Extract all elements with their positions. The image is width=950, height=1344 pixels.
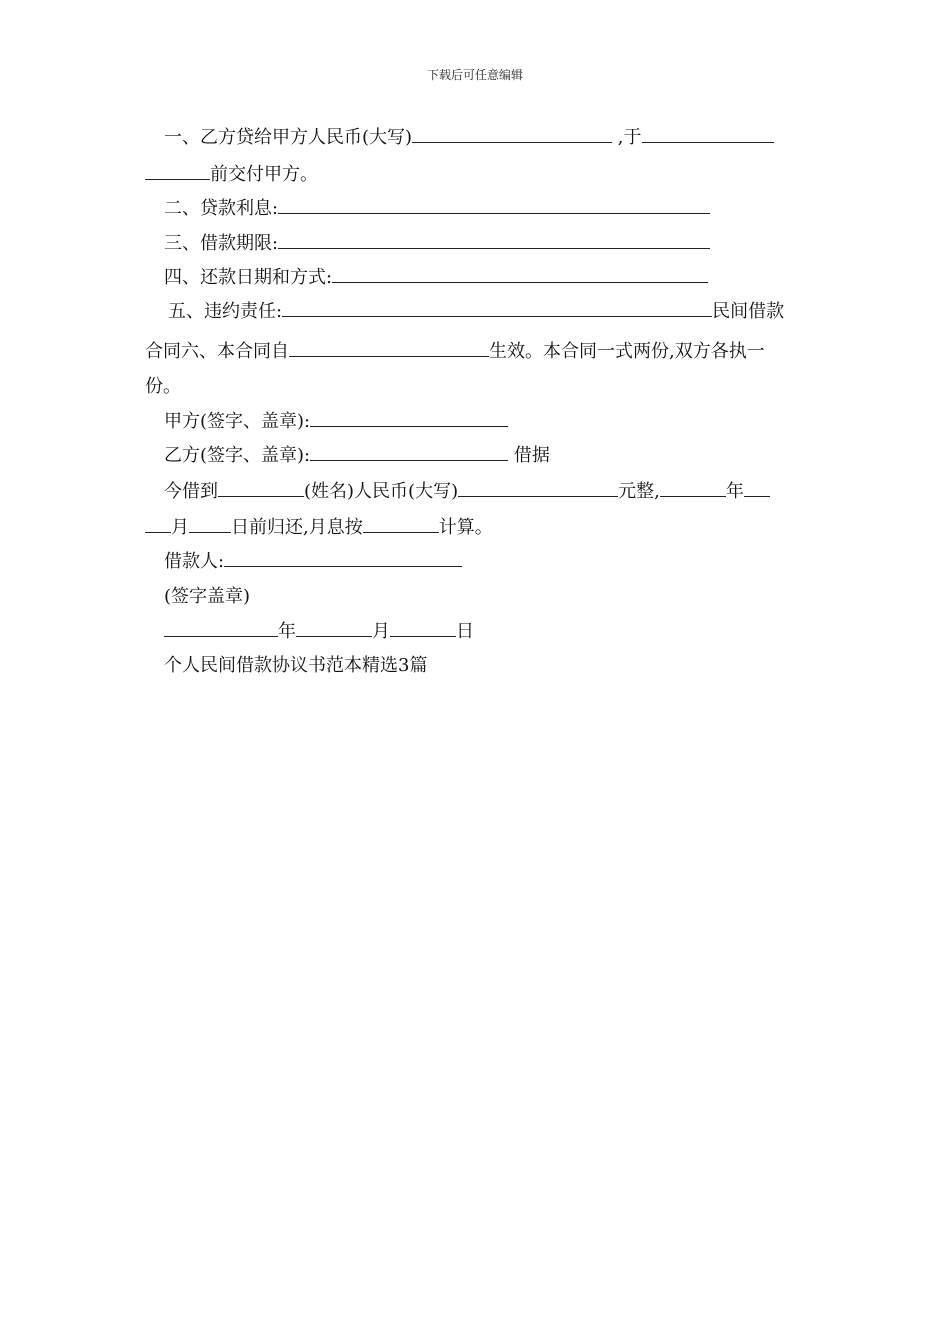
iou-heading: 借据 [513, 445, 550, 466]
blank-amount-capital[interactable] [412, 126, 612, 143]
iou-year-label: 年 [725, 481, 744, 502]
clause-5-line [168, 300, 810, 324]
blank-loan-term[interactable] [278, 232, 710, 249]
sign-seal-label: (签字盖章) [164, 586, 251, 607]
date-line [164, 620, 810, 644]
clause-5-text: 五、违约责任: [168, 301, 283, 322]
iou-name-amount-label: (姓名)人民币(大写) [304, 481, 459, 502]
iou-return-text: 日前归还,月息按 [231, 517, 363, 538]
blank-delivery-date-part1[interactable] [642, 126, 774, 143]
borrower-line [164, 550, 810, 574]
clause-4-line [164, 266, 810, 290]
clause-2-text: 二、贷款利息: [164, 198, 279, 219]
blank-default-liability[interactable] [282, 300, 712, 317]
clause-1-yu: ,于 [617, 127, 642, 148]
party-a-label: 甲方(签字、盖章): [164, 411, 311, 432]
clause-5-tail: 民间借款 [712, 301, 785, 322]
iou-yuan-label: 元整, [618, 481, 660, 502]
blank-party-a-signature[interactable] [310, 410, 508, 427]
borrower-label: 借款人: [164, 551, 225, 572]
blank-sign-year[interactable] [164, 620, 278, 637]
section-title-line [164, 654, 810, 678]
blank-loan-interest[interactable] [278, 197, 710, 214]
party-b-label: 乙方(签字、盖章): [164, 445, 311, 466]
clause-6-continue-line [145, 375, 810, 399]
clause-2-line [164, 197, 810, 221]
blank-lender-name[interactable] [218, 480, 304, 497]
clause-6-text: 合同六、本合同自 [145, 341, 289, 362]
date-year-label: 年 [278, 621, 296, 642]
page-header: 下载后可任意编辑 [426, 68, 523, 82]
sign-seal-line [164, 585, 810, 609]
clause-1-deliver-text: 前交付甲方。 [210, 164, 318, 185]
blank-iou-day[interactable] [189, 516, 231, 533]
clause-1-line [164, 126, 810, 150]
clause-3-line [164, 232, 810, 256]
date-month-label: 月 [372, 621, 390, 642]
blank-iou-amount[interactable] [458, 480, 618, 497]
blank-effective-date[interactable] [289, 340, 489, 357]
blank-sign-month[interactable] [296, 620, 372, 637]
blank-borrower-signature[interactable] [224, 550, 462, 567]
clause-4-text: 四、还款日期和方式: [164, 267, 333, 288]
blank-iou-month-part1[interactable] [744, 480, 770, 497]
blank-party-b-signature[interactable] [310, 444, 508, 461]
clause-3-text: 三、借款期限: [164, 233, 279, 254]
party-b-signature-line [164, 444, 810, 468]
iou-line-1 [164, 480, 810, 504]
blank-sign-day[interactable] [390, 620, 456, 637]
clause-1-continue-line [145, 163, 810, 187]
iou-borrowed-from: 今借到 [164, 481, 218, 502]
party-a-signature-line [164, 410, 810, 434]
blank-iou-month-part2[interactable] [145, 516, 171, 533]
clause-1-text: 一、乙方贷给甲方人民币(大写) [164, 127, 413, 148]
date-day-label: 日 [456, 621, 474, 642]
clause-6-tail: 生效。本合同一式两份,双方各执一 [489, 341, 765, 362]
blank-delivery-date-part2[interactable] [145, 163, 210, 180]
iou-line-2 [145, 516, 810, 540]
section-title: 个人民间借款协议书范本精选3篇 [164, 655, 428, 676]
clause-6-line [145, 340, 810, 364]
blank-monthly-interest[interactable] [363, 516, 439, 533]
blank-repayment-method[interactable] [332, 266, 708, 283]
clause-6-end-text: 份。 [145, 376, 181, 397]
blank-iou-year[interactable] [660, 480, 726, 497]
iou-calc-text: 计算。 [438, 517, 493, 538]
iou-month-label: 月 [171, 517, 189, 538]
